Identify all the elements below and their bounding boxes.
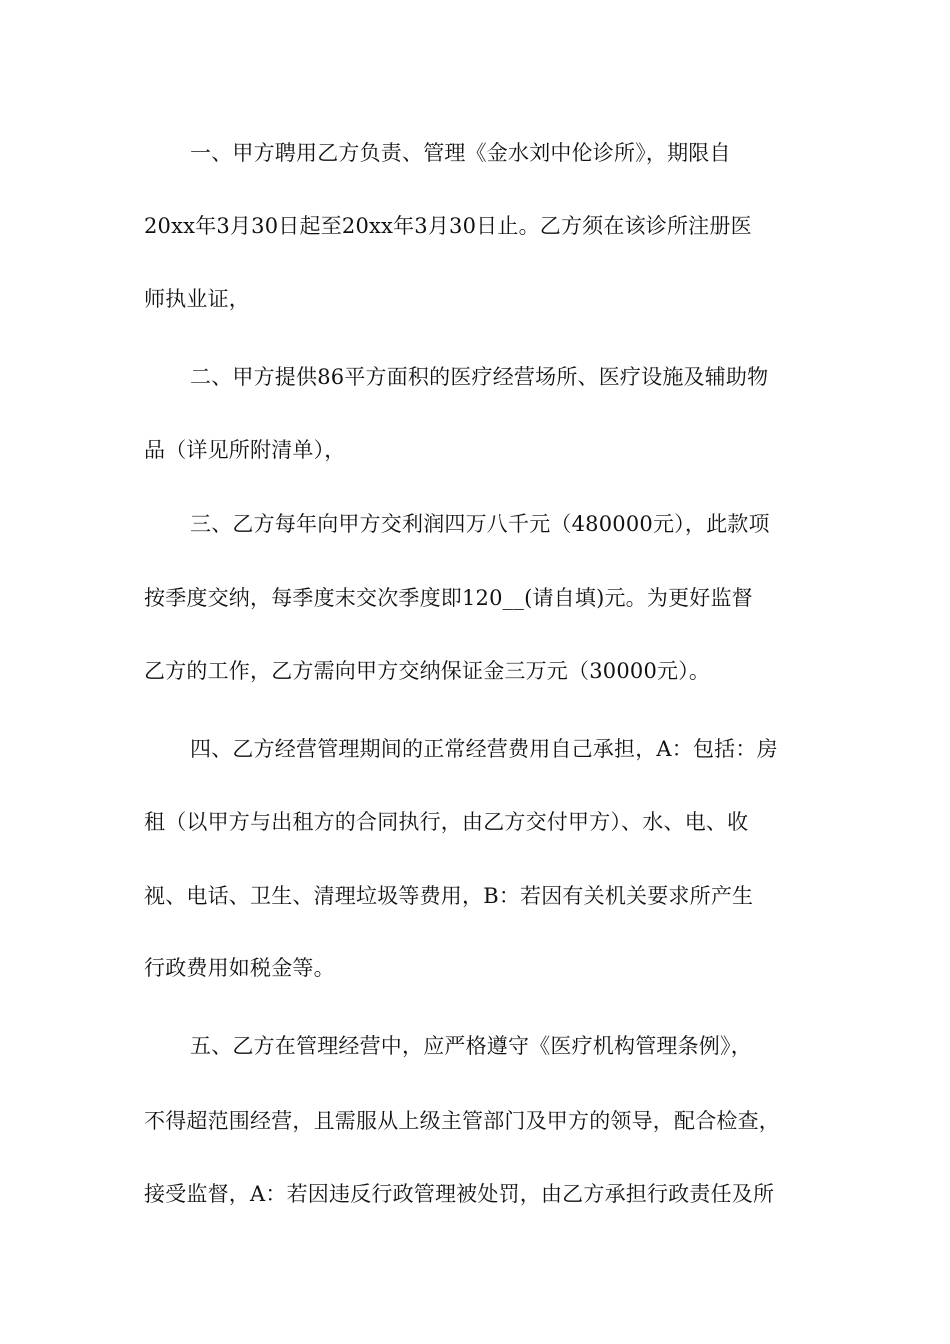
clause-1-line-1: 一、甲方聘用乙方负责、管理《金水刘中伦诊所》，期限自 (190, 141, 731, 165)
clause-4-line-2: 租（以甲方与出租方的合同执行，由乙方交付甲方）、水、电、收 (144, 810, 749, 834)
clause-4-line-1: 四、乙方经营管理期间的正常经营费用自己承担，A：包括：房 (190, 737, 778, 761)
clause-1-line-2: 20xx年3月30日起至20xx年3月30日止。乙方须在该诊所注册医 (144, 214, 752, 238)
clause-2-line-2: 品（详见所附清单）， (144, 438, 346, 462)
clause-3-line-1: 三、乙方每年向甲方交利润四万八千元（480000元），此款项 (190, 512, 770, 536)
clause-2-line-1: 二、甲方提供86平方面积的医疗经营场所、医疗设施及辅助物 (190, 365, 769, 389)
clause-3-line-3: 乙方的工作，乙方需向甲方交纳保证金三万元（30000元）。 (144, 659, 711, 683)
clause-5-line-3: 接受监督，A：若因违反行政管理被处罚，由乙方承担行政责任及所 (144, 1182, 775, 1206)
clause-4-line-4: 行政费用如税金等。 (144, 956, 335, 980)
clause-5-line-1: 五、乙方在管理经营中，应严格遵守《医疗机构管理条例》， (190, 1034, 752, 1058)
clause-5-line-2: 不得超范围经营，且需服从上级主管部门及甲方的领导，配合检查， (144, 1109, 780, 1133)
clause-1-line-3: 师执业证， (144, 287, 250, 311)
clause-3-line-2: 按季度交纳，每季度末交次季度即120__(请自填)元。为更好监督 (144, 586, 753, 610)
clause-4-line-3: 视、电话、卫生、清理垃圾等费用，B：若因有关机关要求所产生 (144, 884, 754, 908)
